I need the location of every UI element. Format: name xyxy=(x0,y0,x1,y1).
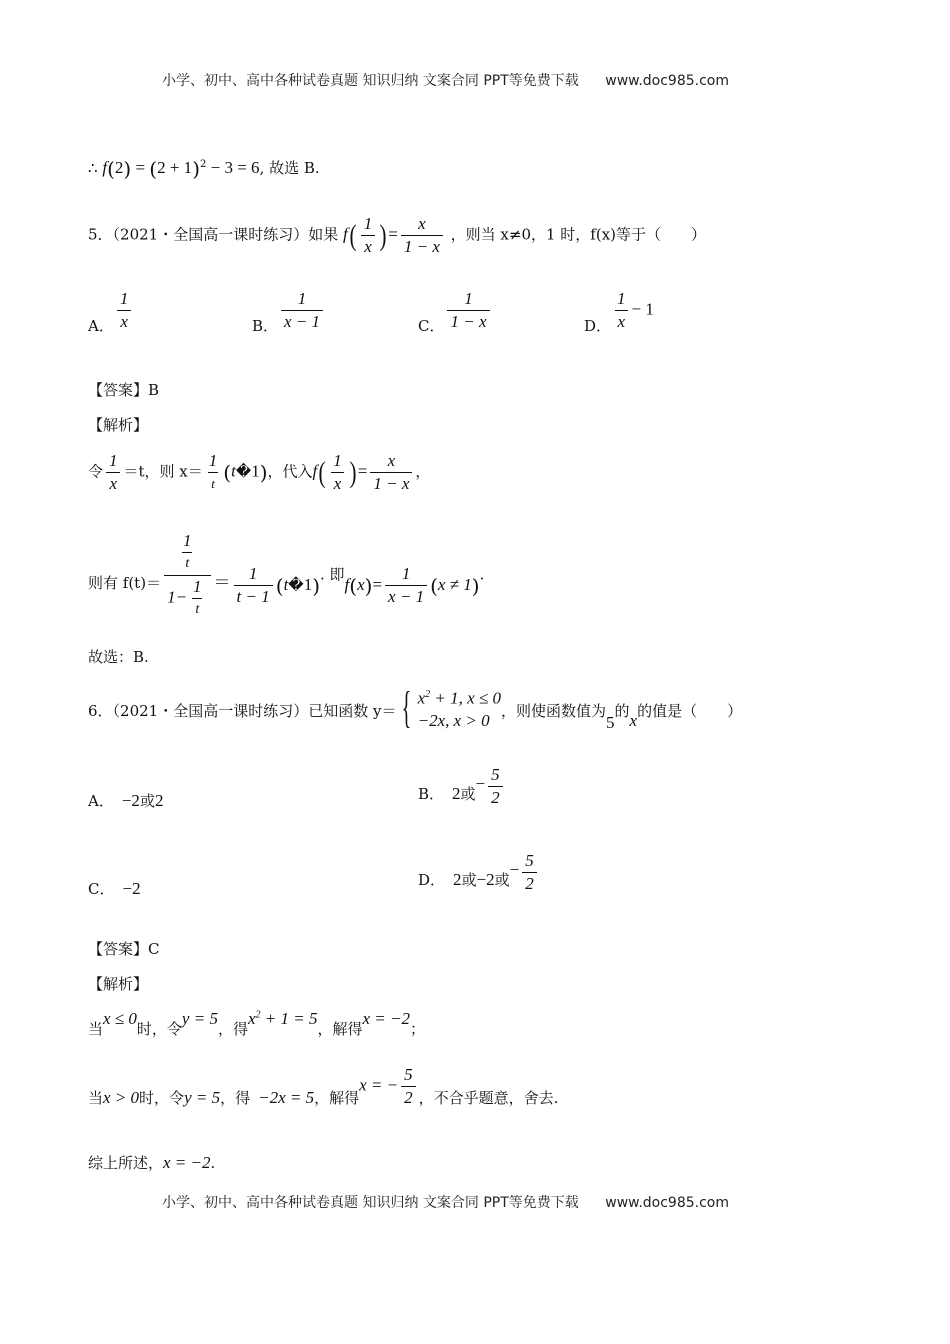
q6-option-b[interactable]: B． 2或− $\frac{5}{2}$ xyxy=(418,766,506,807)
q5-conclusion: 故选：B. xyxy=(88,648,149,666)
footer-site[interactable]: www.doc985.com xyxy=(605,1195,729,1211)
q6-analysis-line1: 当x ≤ 0时，令y = 5，得$x^2 + 1 = 5$，解得x = −2； xyxy=(88,1009,425,1038)
header-text: 小学、初中、高中各种试卷真题 知识归纳 文案合同 PPT等免费下载 xyxy=(162,73,579,89)
q6-analysis-title: 【解析】 xyxy=(88,975,149,993)
q6-option-a[interactable]: A． −2或2 xyxy=(88,791,164,810)
page-header xyxy=(162,70,729,90)
compound-fraction: $\frac{1}{t}$ 1− $\frac{1}{t}$ xyxy=(164,532,210,619)
case-2: −2x, x > 0 xyxy=(417,710,490,730)
q5-rhs-fraction: $\frac{x}{1 - x}$ xyxy=(401,215,443,256)
q6-summary: 综上所述，x = −2. xyxy=(88,1153,216,1172)
q5-analysis-line1: 令 $\frac{1}{x}$ ＝t，则 x＝ $\frac{1}{t}$ (t�1)，代入f( $\frac{1}{x}$ )= $\frac{x}{1 - x}$ ， xyxy=(88,451,431,493)
q5-analysis-line2: 则有 f(t)＝ $\frac{1}{t}$ 1− $\frac{1}{t}$ ＝ $\frac{1}{t - 1}$ (t�1). 即f(x)= $\frac{1}{x - 1}$ (x ≠ 1). xyxy=(88,531,485,617)
q6-stem: 6．（2021・全国高一课时练习）已知函数 y＝ { $x^2 + 1$, x ≤ 0 −2x, x > 0 ，则使函数值为5的x的值是（ ） xyxy=(88,682,743,732)
q5-option-d[interactable]: D． $\frac{1}{x}$ − 1 xyxy=(584,289,654,335)
q5-option-c[interactable]: C． $\frac{1}{1 - x}$ xyxy=(418,290,493,331)
q6-option-d[interactable]: D． 2或−2或− $\frac{5}{2}$ xyxy=(418,852,540,893)
header-site[interactable]: www.doc985.com xyxy=(605,73,729,89)
q6-option-c[interactable]: C． −2 xyxy=(88,879,141,898)
prev-conclusion: ∴ $f(2) = (2 + 1)^2 - 3 = 6$, 故选 B. xyxy=(88,157,320,181)
case-1: $x^2 + 1$, x ≤ 0 xyxy=(417,688,501,708)
page-footer xyxy=(162,1192,729,1212)
q5-analysis-title: 【解析】 xyxy=(88,416,149,434)
q5-option-a[interactable]: A． $\frac{1}{x}$ xyxy=(88,290,134,331)
q6-answer: 【答案】C xyxy=(88,940,160,958)
q6-analysis-line2: 当x > 0时，令y = 5，得 −2x = 5，解得x = − $\frac{5}{2}$ ，不合乎题意，舍去. xyxy=(88,1065,559,1107)
q5-stem: 5．（2021・全国高一课时练习）如果 f( $\frac{1}{x}$ )= $\frac{x}{1 - x}$ ，则当 x≠0，1 时，f(x)等于（ ） xyxy=(88,214,707,256)
footer-text: 小学、初中、高中各种试卷真题 知识归纳 文案合同 PPT等免费下载 xyxy=(162,1195,579,1211)
therefore-symbol: ∴ xyxy=(88,159,98,177)
q5-option-b[interactable]: B． $\frac{1}{x - 1}$ xyxy=(252,290,326,331)
q5-inner-fraction: $\frac{1}{x}$ xyxy=(361,215,376,256)
q5-answer: 【答案】B xyxy=(88,381,160,399)
